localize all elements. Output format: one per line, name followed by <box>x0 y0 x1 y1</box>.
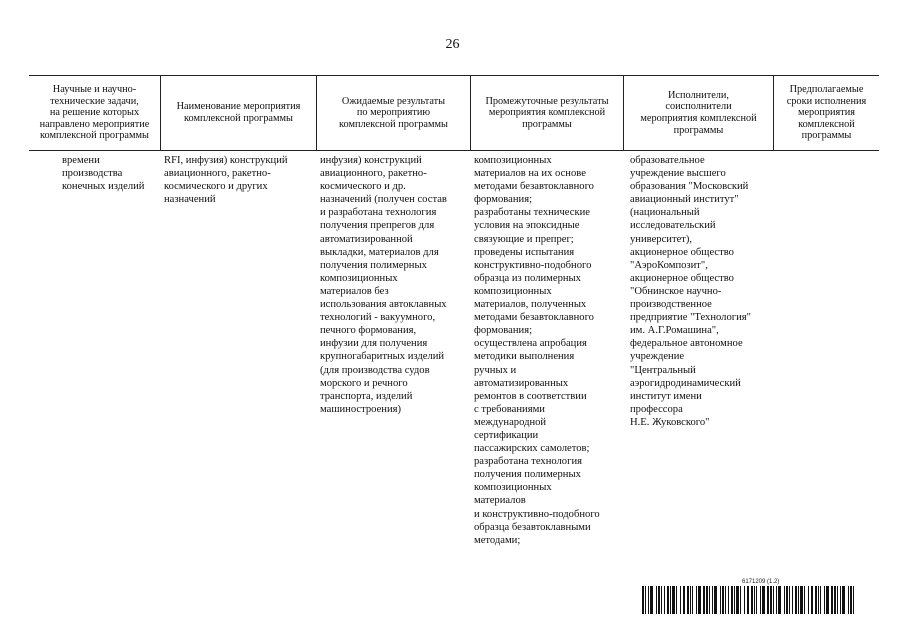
header-cell-executors <box>624 79 773 147</box>
table-cell-activity-name: RFI, инфузия) конструкций авиационного, ракетно- космического и других назначений <box>164 155 288 206</box>
table-cell-interim-results: композиционных материалов на их основе методами безавтоклавного формования; разработаны технические условия на эпоксидные связующие и препрег; проведены испытания конструктивно-подобного образца из полимерных композиционных материалов, полученных методами безавтоклавного формования; осуществлена апробация методики выполнения ручных и автоматизированных ремонтов в соответствии с требованиями международной сертификации пассажирских самолетов; разработана технология получения полимерных композиционных материалов и конструктивно-подобного образца безавтоклавными методами; <box>474 155 600 546</box>
page-number: 26 <box>445 37 460 52</box>
barcode <box>642 586 858 614</box>
header-cell-text: Ожидаемые результаты по мероприятию комплексной программы <box>339 95 448 130</box>
header-cell-text: Предполагаемые сроки исполнения мероприятия комплексной программы <box>786 84 867 142</box>
table-cell-executors: образовательное учреждение высшего образования "Московский авиационный институт" (национальный исследовательский университет), акционерное общество "АэроКомпозит", акционерное общество "Обнинское научно- производственное предприятие "Технология" им. А.Г.Ромашина", федеральное автономное учреждение "Центральный аэрогидродинамический институт имени профессора Н.Е. Жуковского" <box>630 155 751 428</box>
header-cell-text: Исполнители, соисполнители мероприятия комплексной программы <box>640 89 757 136</box>
header-cell-expected-results <box>317 79 470 147</box>
table-top-border <box>29 75 879 76</box>
header-cell-text: Научные и научно- технические задачи, на решение которых направлено мероприятие комплексной программы <box>39 84 150 142</box>
header-cell-interim-results <box>471 79 623 147</box>
header-cell-deadlines <box>774 79 879 147</box>
table-cell-tasks: времени производства конечных изделий <box>62 155 145 193</box>
header-cell-tasks <box>29 79 160 147</box>
header-cell-text: Наименование мероприятия комплексной программы <box>176 101 301 124</box>
header-cell-activity-name <box>161 79 316 147</box>
header-cell-text: Промежуточные результаты мероприятия комплексной программы <box>485 95 609 130</box>
barcode-caption: 6171209 (1.2) <box>742 579 780 585</box>
table-header-bottom-border <box>29 150 879 151</box>
table-cell-expected-results: инфузия) конструкций авиационного, ракетно- космического и др. назначений (получен состав и разработана технология получения препрегов для автоматизированной выкладки, материалов для получения полимерных композиционных материалов без использования автоклавных технологий - вакуумного, печного формования, инфузии для получения крупногабаритных изделий (для производства судов морского и речного транспорта, изделий машиностроения) <box>320 155 447 415</box>
